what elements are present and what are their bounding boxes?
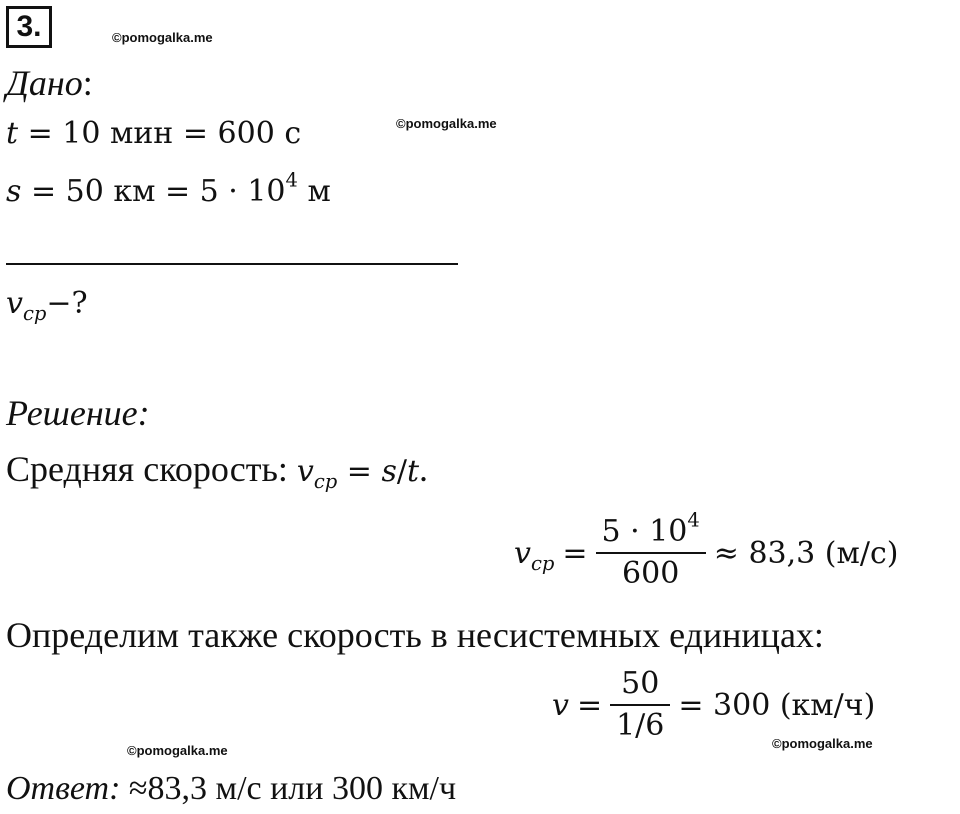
watermark-bottom-left: ©pomogalka.me [127,743,228,758]
avg-speed-text: Средняя скорость: [6,449,297,489]
time-value: = 10 мин = 600 с [18,116,302,151]
given-separator [6,263,458,265]
given-distance [6,168,331,209]
answer-label: Ответ: [6,770,121,807]
formula1-lhs-subscript: ср [530,551,555,575]
avg-speed-subscript: ср [313,469,338,493]
given-header [6,62,93,104]
formula1-numerator-base: 5 · 10 [601,514,688,549]
time-variable: t [6,116,19,151]
watermark-right: ©pomogalka.me [396,116,497,131]
avg-speed-line [6,448,429,493]
answer-text: ≈83,3 м/с или 300 км/ч [120,770,457,807]
find-question: −? [46,286,88,321]
avg-speed-slash: / [396,454,407,489]
formula-kmh [548,664,879,746]
nonsystem-units-line: Определим также скорость в несистемных единицах: [6,615,824,655]
avg-speed-equals: = [337,454,382,489]
find-unknown [6,286,88,325]
formula2-equals: = [576,687,603,723]
problem-number: 3. [6,6,52,48]
watermark-top: ©pomogalka.me [112,30,213,45]
formula2-result: = 300 (км/ч) [678,687,876,723]
formula1-denominator: 600 [622,556,680,591]
solution-header: Решение: [6,393,150,433]
distance-unit: м [297,174,331,209]
distance-variable: s [6,174,22,209]
find-subscript: ср [22,301,47,325]
avg-speed-variable: v [296,454,314,489]
formula-average-speed [510,508,902,594]
distance-exponent: 4 [285,168,298,192]
formula1-numerator-exponent: 4 [687,508,700,532]
find-variable: v [6,286,23,321]
formula2-fraction [610,664,670,746]
given-header-label: Дано [6,63,83,103]
formula1-equals: = [562,535,588,571]
avg-speed-s: s [381,454,397,489]
formula1-numerator [596,508,706,552]
answer-line [6,770,456,808]
formula1-result: ≈ 83,3 (м/с) [713,535,899,571]
avg-speed-dot: . [419,449,429,489]
formula2-denominator: 1/6 [616,708,665,743]
given-header-colon: : [82,63,93,103]
distance-value: = 50 км = 5 · 10 [21,174,286,209]
formula1-lhs-variable: v [514,535,531,571]
formula2-lhs-variable: v [552,687,569,723]
formula1-fraction [596,508,706,594]
watermark-bottom-right: ©pomogalka.me [772,736,873,751]
given-time [6,116,301,151]
formula2-numerator: 50 [621,666,660,701]
avg-speed-t: t [406,454,420,489]
